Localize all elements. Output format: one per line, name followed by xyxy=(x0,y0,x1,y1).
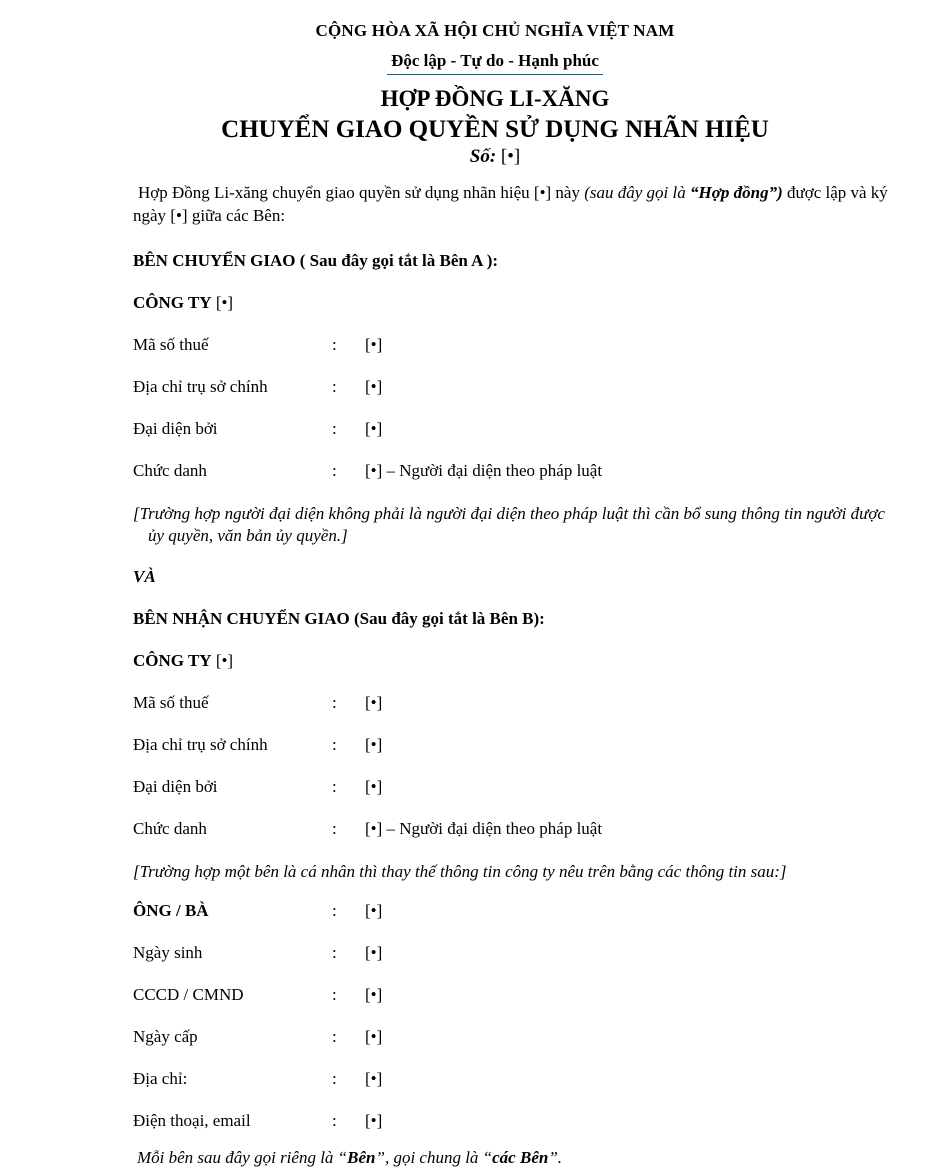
field-colon: : xyxy=(332,819,337,838)
document-number-placeholder: [•] xyxy=(500,146,521,167)
intro-defined-term: “Hợp đồng”) xyxy=(690,183,783,202)
field-colon: : xyxy=(332,985,337,1004)
field-value-placeholder: [•] xyxy=(365,901,383,920)
individual-field-row-id-number xyxy=(133,985,905,1005)
field-value-placeholder: [•] xyxy=(365,335,383,354)
field-value-placeholder: [•] xyxy=(365,943,383,962)
field-label: Ngày cấp xyxy=(133,1027,198,1046)
party-a-company-placeholder: [•] xyxy=(215,293,234,312)
party-a-representative-note: [Trường hợp người đại diện không phải là người đại diện theo pháp luật thì cần bổ sung thông tin người được ủy quyền, văn bản ủy quyền.] xyxy=(133,504,885,545)
national-motto-wrap xyxy=(52,51,938,75)
field-colon: : xyxy=(332,943,337,962)
parties-definition-line xyxy=(133,1148,905,1168)
party-b-field-row-address xyxy=(133,735,905,755)
party-b-field-row-representative xyxy=(133,777,905,797)
party-a-field-row-title xyxy=(133,461,905,481)
individual-party-note: [Trường hợp một bên là cá nhân thì thay thế thông tin công ty nêu trên bằng các thông tin sau:] xyxy=(133,862,787,881)
document-number-label: Số: xyxy=(469,146,497,167)
field-colon: : xyxy=(332,1027,337,1046)
field-value-placeholder: [•] – Người đại diện theo pháp luật xyxy=(365,461,603,480)
document-title-line2: CHUYỂN GIAO QUYỀN SỬ DỤNG NHÃN HIỆU xyxy=(221,116,769,143)
document-header xyxy=(0,20,938,168)
field-label: Ngày sinh xyxy=(133,943,203,962)
document-body xyxy=(133,181,905,1168)
individual-field-row-name xyxy=(133,901,905,921)
field-colon: : xyxy=(332,693,337,712)
field-label: Địa chỉ trụ sở chính xyxy=(133,377,268,396)
intro-text-1: Hợp Đồng Li-xăng chuyển giao quyền sử dụng nhãn hiệu [•] này xyxy=(138,183,585,202)
party-a-company-label: CÔNG TY xyxy=(133,293,212,312)
field-colon: : xyxy=(332,461,337,480)
footer-term-ben: Bên xyxy=(347,1148,376,1167)
field-value-placeholder: [•] xyxy=(365,1111,383,1130)
field-value-placeholder: [•] xyxy=(365,985,383,1004)
field-colon: : xyxy=(332,377,337,396)
field-label: Địa chỉ: xyxy=(133,1069,188,1088)
national-title: CỘNG HÒA XÃ HỘI CHỦ NGHĨA VIỆT NAM xyxy=(315,21,675,40)
document-title-line1: HỢP ĐỒNG LI-XĂNG xyxy=(380,86,610,111)
field-value-placeholder: [•] xyxy=(365,693,383,712)
field-colon: : xyxy=(332,335,337,354)
field-value-placeholder: [•] xyxy=(365,1027,383,1046)
field-value-placeholder: [•] xyxy=(365,419,383,438)
party-b-heading: BÊN NHẬN CHUYỂN GIAO (Sau đây gọi tắt là Bên B): xyxy=(133,609,545,628)
individual-field-row-address xyxy=(133,1069,905,1089)
national-motto: Độc lập - Tự do - Hạnh phúc xyxy=(387,51,603,75)
party-a-field-row-representative xyxy=(133,419,905,439)
field-value-placeholder: [•] – Người đại diện theo pháp luật xyxy=(365,819,603,838)
field-label: Điện thoại, email xyxy=(133,1111,251,1130)
party-b-company-placeholder: [•] xyxy=(215,651,234,670)
field-colon: : xyxy=(332,419,337,438)
field-value-placeholder: [•] xyxy=(365,377,383,396)
document-number-line xyxy=(52,146,938,168)
field-colon: : xyxy=(332,1111,337,1130)
party-a-field-row-tax xyxy=(133,335,905,355)
field-colon: : xyxy=(332,735,337,754)
field-label: Đại diện bởi xyxy=(133,777,218,796)
field-colon: : xyxy=(332,777,337,796)
party-a-company-line xyxy=(133,293,905,313)
field-colon: : xyxy=(332,1069,337,1088)
individual-field-row-issue-date xyxy=(133,1027,905,1047)
field-label: Địa chỉ trụ sở chính xyxy=(133,735,268,754)
field-label: ÔNG / BÀ xyxy=(133,901,209,920)
field-value-placeholder: [•] xyxy=(365,735,383,754)
field-label: Đại diện bởi xyxy=(133,419,218,438)
footer-text-1: Mỗi bên sau đây gọi riêng là “ xyxy=(137,1148,348,1167)
field-label: Chức danh xyxy=(133,461,207,480)
field-value-placeholder: [•] xyxy=(365,777,383,796)
field-value-placeholder: [•] xyxy=(365,1069,383,1088)
footer-term-cac-ben: các Bên xyxy=(492,1148,549,1167)
party-a-heading: BÊN CHUYỂN GIAO ( Sau đây gọi tắt là Bên A ): xyxy=(133,251,499,270)
party-b-field-row-title xyxy=(133,819,905,839)
field-label: Chức danh xyxy=(133,819,207,838)
intro-text-2: (sau đây gọi là xyxy=(584,183,691,202)
footer-text-3: ”. xyxy=(548,1148,563,1167)
field-colon: : xyxy=(332,901,337,920)
party-b-field-row-tax xyxy=(133,693,905,713)
party-b-company-line xyxy=(133,651,905,671)
party-a-field-row-address xyxy=(133,377,905,397)
individual-field-row-birthdate xyxy=(133,943,905,963)
field-label: Mã số thuế xyxy=(133,335,209,354)
individual-field-row-phone-email xyxy=(133,1111,905,1131)
field-label: Mã số thuế xyxy=(133,693,209,712)
intro-text-3: được lập và ký ngày [•] giữa các Bên: xyxy=(133,183,888,225)
party-b-company-label: CÔNG TY xyxy=(133,651,212,670)
footer-text-2: ”, gọi chung là “ xyxy=(375,1148,493,1167)
and-connector: VÀ xyxy=(133,567,156,586)
field-label: CCCD / CMND xyxy=(133,985,244,1004)
intro-paragraph xyxy=(133,181,905,227)
